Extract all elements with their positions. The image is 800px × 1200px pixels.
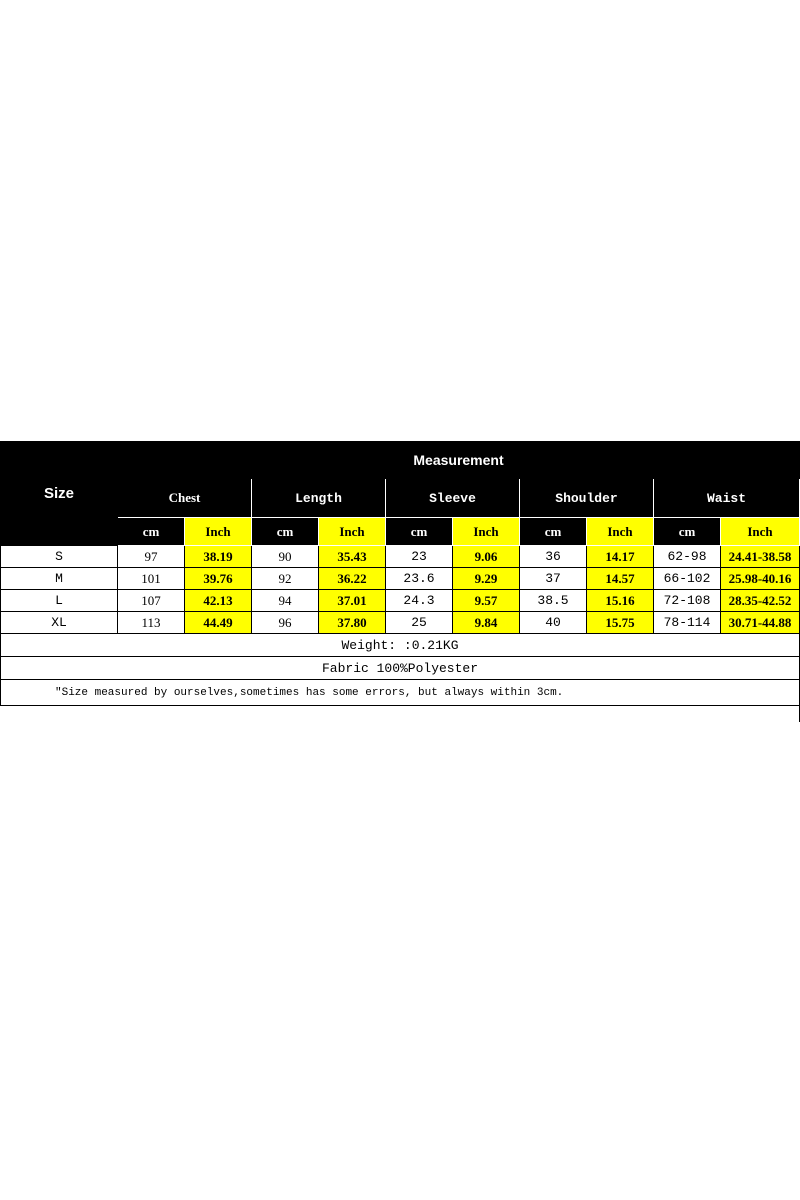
group-header-chest: Chest	[118, 479, 252, 518]
waist-inch-cell: 28.35-42.52	[721, 590, 800, 612]
chest-cm-cell: 107	[118, 590, 185, 612]
size-note: "Size measured by ourselves,sometimes has some errors, but always within 3cm.	[1, 680, 800, 706]
table-row	[1, 546, 800, 568]
waist-cm-cell: 66-102	[654, 568, 721, 590]
chest-inch-cell: 38.19	[185, 546, 252, 568]
length-inch-cell: 37.80	[319, 612, 386, 634]
group-header-waist: Waist	[654, 479, 800, 518]
unit-inch-waist: Inch	[721, 518, 800, 546]
measurement-header: Measurement	[118, 442, 800, 479]
shoulder-cm-cell: 37	[520, 568, 587, 590]
shoulder-inch-cell: 14.17	[587, 546, 654, 568]
table-row	[1, 590, 800, 612]
chest-inch-cell: 44.49	[185, 612, 252, 634]
chest-cm-cell: 101	[118, 568, 185, 590]
shoulder-inch-cell: 14.57	[587, 568, 654, 590]
chest-inch-cell: 42.13	[185, 590, 252, 612]
sleeve-cm-cell: 25	[386, 612, 453, 634]
fabric-row: Fabric 100%Polyester	[1, 657, 800, 680]
unit-cm-sleeve: cm	[386, 518, 453, 546]
group-header-length: Length	[252, 479, 386, 518]
waist-cm-cell: 78-114	[654, 612, 721, 634]
shoulder-inch-cell: 15.16	[587, 590, 654, 612]
weight-row: Weight: :0.21KG	[1, 634, 800, 657]
sleeve-inch-cell: 9.84	[453, 612, 520, 634]
size-header: Size	[1, 442, 118, 546]
length-cm-cell: 92	[252, 568, 319, 590]
table-row	[1, 568, 800, 590]
sleeve-cm-cell: 23.6	[386, 568, 453, 590]
unit-cm-length: cm	[252, 518, 319, 546]
size-chart	[0, 441, 799, 722]
size-cell: S	[1, 546, 118, 568]
length-inch-cell: 37.01	[319, 590, 386, 612]
unit-inch-sleeve: Inch	[453, 518, 520, 546]
sleeve-cm-cell: 24.3	[386, 590, 453, 612]
size-cell: L	[1, 590, 118, 612]
table-row	[1, 612, 800, 634]
shoulder-cm-cell: 38.5	[520, 590, 587, 612]
group-header-shoulder: Shoulder	[520, 479, 654, 518]
waist-inch-cell: 25.98-40.16	[721, 568, 800, 590]
shoulder-cm-cell: 36	[520, 546, 587, 568]
size-cell: M	[1, 568, 118, 590]
waist-inch-cell: 30.71-44.88	[721, 612, 800, 634]
waist-inch-cell: 24.41-38.58	[721, 546, 800, 568]
length-cm-cell: 90	[252, 546, 319, 568]
length-cm-cell: 96	[252, 612, 319, 634]
length-inch-cell: 36.22	[319, 568, 386, 590]
chest-inch-cell: 39.76	[185, 568, 252, 590]
shoulder-inch-cell: 15.75	[587, 612, 654, 634]
length-inch-cell: 35.43	[319, 546, 386, 568]
sleeve-inch-cell: 9.29	[453, 568, 520, 590]
unit-cm-waist: cm	[654, 518, 721, 546]
unit-cm-shoulder: cm	[520, 518, 587, 546]
size-table	[0, 441, 800, 722]
table-bottom-spacer	[1, 706, 800, 723]
waist-cm-cell: 62-98	[654, 546, 721, 568]
unit-inch-shoulder: Inch	[587, 518, 654, 546]
shoulder-cm-cell: 40	[520, 612, 587, 634]
sleeve-cm-cell: 23	[386, 546, 453, 568]
sleeve-inch-cell: 9.57	[453, 590, 520, 612]
unit-inch-chest: Inch	[185, 518, 252, 546]
chest-cm-cell: 113	[118, 612, 185, 634]
unit-cm-chest: cm	[118, 518, 185, 546]
length-cm-cell: 94	[252, 590, 319, 612]
size-cell: XL	[1, 612, 118, 634]
chest-cm-cell: 97	[118, 546, 185, 568]
unit-inch-length: Inch	[319, 518, 386, 546]
sleeve-inch-cell: 9.06	[453, 546, 520, 568]
group-header-sleeve: Sleeve	[386, 479, 520, 518]
waist-cm-cell: 72-108	[654, 590, 721, 612]
